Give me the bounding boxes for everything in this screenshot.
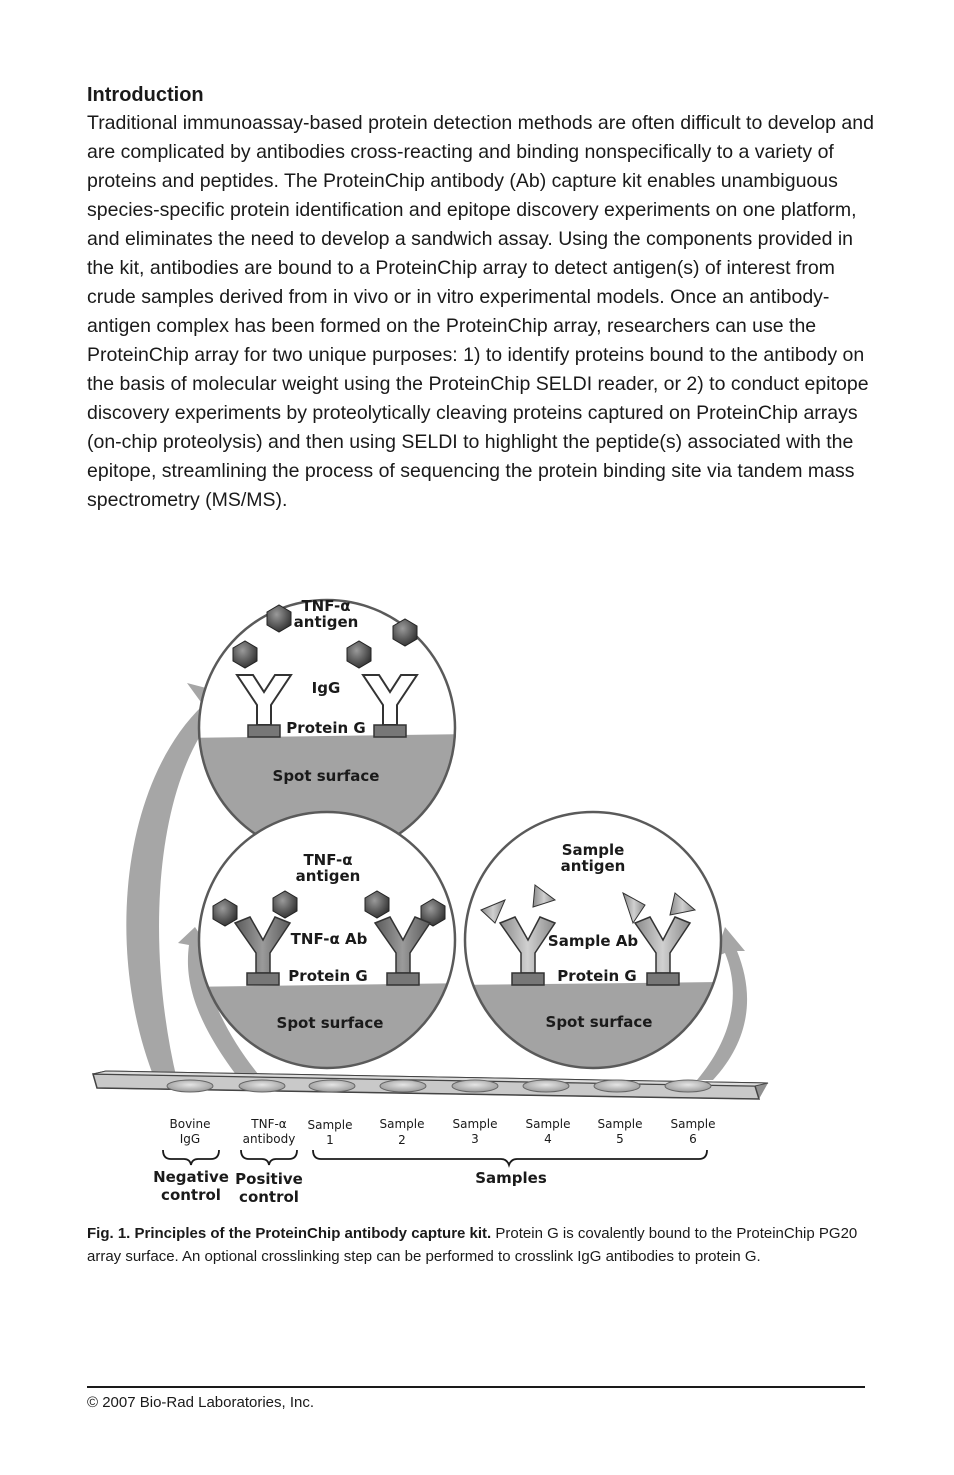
- negative-control-label-2: control: [161, 1186, 221, 1204]
- spot-label-line1: Sample: [525, 1117, 571, 1131]
- right-antigen-label-2: antigen: [560, 857, 626, 875]
- footer-copyright: © 2007 Bio-Rad Laboratories, Inc.: [87, 1394, 315, 1411]
- group-braces: [163, 1150, 707, 1165]
- right-antigen-label-1: Sample: [561, 841, 625, 859]
- spot-label-line2: 4: [544, 1132, 552, 1146]
- figure-caption-title: Fig. 1. Principles of the ProteinChip antibody capture kit.: [87, 1225, 492, 1242]
- figure-caption-text: Protein G is covalently bound to the ProteinChip PG20 array surface. An optional crosslinking step can be performed to crosslink IgG antibodies to protein G.: [87, 1225, 858, 1265]
- left-antigen-label-1: TNF-α: [303, 851, 353, 869]
- top-surface-label: Spot surface: [272, 767, 380, 785]
- protein-chip-figure: [85, 575, 775, 1215]
- spot-label-line1: Sample: [597, 1117, 643, 1131]
- group-labels: [153, 1168, 547, 1206]
- spot-label-line1: Bovine: [169, 1117, 211, 1131]
- spot-label-line1: Sample: [452, 1117, 498, 1131]
- spot-label-line1: Sample: [307, 1118, 353, 1132]
- spot-label-line2: antibody: [242, 1132, 296, 1146]
- footer-divider: [87, 1386, 865, 1388]
- samples-label: Samples: [475, 1169, 547, 1187]
- left-protein-label: Protein G: [288, 967, 368, 985]
- chip-spot-6: [523, 1080, 569, 1092]
- spot-label-line2: 3: [471, 1132, 479, 1146]
- top-protein-label: Protein G: [286, 719, 366, 737]
- spot-label-line1: TNF-α: [251, 1117, 287, 1131]
- chip-spot-3: [309, 1080, 355, 1092]
- top-antigen-label-2: antigen: [293, 613, 359, 631]
- chip-spot-4: [380, 1080, 426, 1092]
- positive-control-label-1: Positive: [235, 1170, 303, 1188]
- left-surface-label: Spot surface: [276, 1014, 384, 1032]
- chip-spot-5: [452, 1080, 498, 1092]
- right-protein-label: Protein G: [557, 967, 637, 985]
- spot-label-line2: 6: [689, 1132, 697, 1146]
- intro-paragraph: Traditional immunoassay-based protein detection methods are often difficult to develop and are complicated by antibodies cross-reacting and binding nonspecifically to a variety of proteins and peptides. The ProteinChip antibody (Ab) capture kit enables unambiguous species-specific protein identification and epitope discovery experiments on one platform, and eliminates the need to develop a sandwich assay. Using the components provided in the kit, antibodies are bound to a ProteinChip array to detect antigen(s) of interest from crude samples derived from in vivo or in vitro experimental models. Once an antibody-antigen complex has been formed on the ProteinChip array, researchers can use the ProteinChip array for two unique purposes: 1) to identify proteins bound to the antibody on the basis of molecular weight using the ProteinChip SELDI reader, or 2) to conduct epitope discovery experiments by proteolytically cleaving proteins captured on ProteinChip arrays (on-chip proteolysis) and then using SELDI to highlight the peptide(s) associated with the epitope, streamlining the process of sequencing the protein binding site via tandem mass spectrometry (MS/MS).: [87, 112, 874, 511]
- chip-spot-7: [594, 1080, 640, 1092]
- negative-control-label-1: Negative: [153, 1168, 229, 1186]
- chip-spot-8: [665, 1080, 711, 1092]
- positive-control-label-2: control: [239, 1188, 299, 1206]
- spot-label-line2: 1: [326, 1133, 334, 1147]
- left-antigen-label-2: antigen: [295, 867, 361, 885]
- right-antibody-label: Sample Ab: [547, 932, 639, 950]
- spot-label-line2: 2: [398, 1133, 406, 1147]
- positive-control-brace: [241, 1150, 297, 1165]
- top-antibody-label: IgG: [311, 679, 341, 697]
- figure-caption: [87, 1222, 877, 1268]
- spot-label-line1: Sample: [379, 1117, 425, 1131]
- section-heading: Introduction: [87, 84, 204, 106]
- right-circle-sample: [455, 812, 725, 1075]
- negative-control-brace: [163, 1150, 219, 1165]
- left-antibody-label: TNF-α Ab: [290, 930, 368, 948]
- chip-spot-2: [239, 1080, 285, 1092]
- right-surface-label: Spot surface: [545, 1013, 653, 1031]
- spot-label-line2: 5: [616, 1132, 624, 1146]
- chip-spot-1: [167, 1080, 213, 1092]
- spot-label-line2: IgG: [179, 1132, 201, 1146]
- top-antigen-label-1: TNF-α: [301, 597, 351, 615]
- samples-brace: [313, 1150, 707, 1165]
- spot-label-line1: Sample: [670, 1117, 716, 1131]
- spot-labels: [170, 1117, 716, 1147]
